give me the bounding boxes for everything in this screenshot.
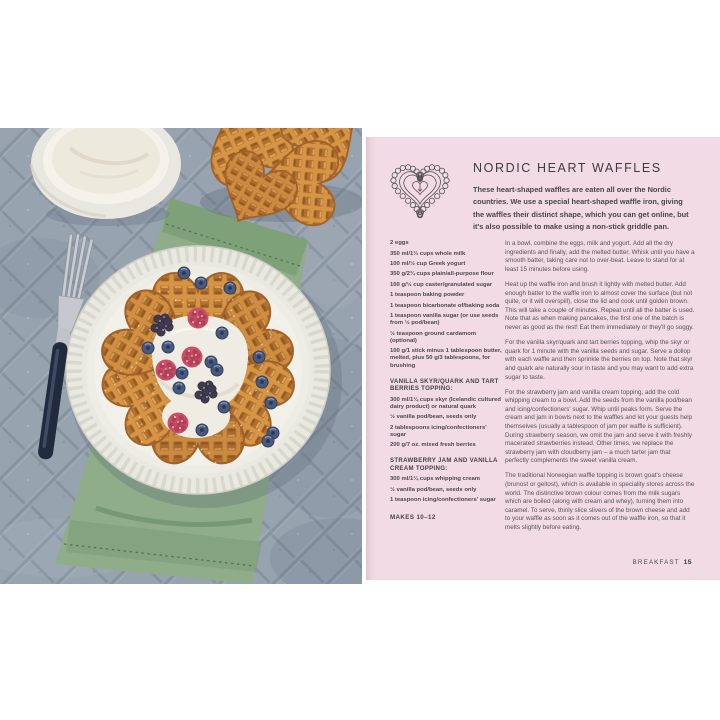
left-page-photo xyxy=(0,128,362,584)
recipe-header xyxy=(366,137,720,233)
ingredient-item: 100 g/½ cup caster/granulated sugar xyxy=(390,281,493,288)
ingredient-item: 2 eggs xyxy=(390,240,409,247)
ingredient-group xyxy=(390,457,502,504)
recipe-intro: These heart-shaped waffles are eaten all over the Nordic countries. We use a special heart-shaped waffle iron, giving the waffles their distinct shape, which you can get online, but it's also possible to make using a non-stick griddle pan. xyxy=(473,185,689,231)
food-photo xyxy=(0,128,362,584)
chapter-label: BREAKFAST xyxy=(632,559,680,566)
heart-waffle-illustration-icon xyxy=(386,153,454,233)
method-column xyxy=(505,240,695,539)
method-paragraph: For the strawberry jam and vanilla cream topping, add the cold whipping cream to a bowl. Add the seeds from the vanilla pod/bean and icing/confectioners' sugar. Whip until peaks form. Serve the cream and jam in bowls next to the waffles and let your guests help themselves (usually a tablespoon of jam per waffle is sufficient). During strawberry season, we omit the jam and serve it with freshly macerated strawberries instead. Other times, we replace the strawberry jam with cloudberry jam – a much tarter jam that perfectly complements the sweet vanilla cream. xyxy=(505,388,693,465)
ingredient-group xyxy=(390,378,502,450)
page-footer xyxy=(633,559,692,566)
ingredient-item: 300 ml/1¼ cups whipping cream xyxy=(390,476,481,483)
ingredient-item: 1 teaspoon vanilla sugar (or use seeds from ½ pod/bean) xyxy=(390,312,499,327)
ingredient-items xyxy=(390,476,502,504)
recipe-title: NORDIC HEART WAFFLES xyxy=(473,161,662,175)
yield-note: MAKES 10–12 xyxy=(390,514,436,522)
ingredient-item: 1 teaspoon bicarbonate of/baking soda xyxy=(390,302,500,309)
ingredient-item: ½ vanilla pod/bean, seeds only xyxy=(390,486,477,493)
raspberry xyxy=(182,347,203,368)
ingredient-item: 350 g/2¾ cups plain/all-purpose flour xyxy=(390,271,494,278)
right-page-recipe xyxy=(366,137,720,580)
ingredients-column xyxy=(390,240,502,539)
ingredient-group xyxy=(390,240,502,370)
raspberry xyxy=(188,308,209,329)
ingredient-group-heading: STRAWBERRY JAM AND VANILLA CREAM TOPPING: xyxy=(390,457,498,472)
ingredient-item: 100 g/1 stick minus 1 tablespoon butter, melted, plus 50 g/3 tablespoons, for brushing xyxy=(390,348,502,369)
ingredient-item: ½ teaspoon ground cardamom (optional) xyxy=(390,330,477,344)
ingredient-item: 350 ml/1⅓ cups whole milk xyxy=(390,250,466,257)
ingredient-item: 300 ml/1¼ cups skyr (Icelandic cultured dairy product) or natural quark xyxy=(390,396,501,410)
raspberry xyxy=(156,360,177,381)
method-paragraph: Heat up the waffle iron and brush it lightly with melted butter. Add enough batter to the waffle iron to almost cover the surface (but not quite, or it will overspill), close the lid and cook until golden brown. This will take a couple of minutes. Repeat until all the batter is used. Note that as when making pancakes, the first one of the batch is never as good as the rest! Eat them immediately or they'll go soggy. xyxy=(505,281,695,332)
ingredient-items xyxy=(390,397,502,450)
ingredients-list xyxy=(390,240,502,504)
ingredient-item: 1 teaspoon baking powder xyxy=(390,292,465,299)
ingredient-item: ½ vanilla pod/bean, seeds only xyxy=(390,414,477,421)
recipe-body xyxy=(366,240,720,539)
ingredient-item: 200 g/7 oz. mixed fresh berries xyxy=(390,442,476,449)
method-paragraph: In a bowl, combine the eggs, milk and yogurt. Add all the dry ingredients and finally, add the melted butter. Whisk until you have a smooth batter, taking care not to over-beat. Leave to stand for at least 15 minutes before using. xyxy=(505,240,695,273)
method-paragraph: For the vanilla skyr/quark and tart berries topping, whip the skyr or quark for 1 minute with the vanilla seeds and sugar. Serve a dollop with each waffle and then sprinkle the berries on top. Note that skyr and quark are naturally sour in taste and you may want to add extra sugar to taste. xyxy=(505,339,694,381)
ingredient-group-heading: VANILLA SKYR/QUARK AND TART BERRIES TOPPING: xyxy=(390,377,499,393)
ingredient-items xyxy=(390,240,502,370)
yogurt-bowl xyxy=(31,128,181,226)
method-paragraph: The traditional Norwegian waffle topping is brown goat's cheese (brunost or geitost), which is available in speciality stores across the world. The distinctive brown colour comes from the milk sugars which are boiled (along with cream and whey), turning them into caramel. To serve, thinly slice slivers of the brown cheese and add to your waffle as soon as it comes out of the waffle iron, so that it melts slightly before eating. xyxy=(505,472,695,531)
ingredient-item: 2 tablespoons icing/confectioners' sugar xyxy=(390,424,487,438)
raspberry xyxy=(168,413,189,434)
page-number: 15 xyxy=(683,559,692,566)
ingredient-item: 100 ml/½ cup Greek yogurt xyxy=(390,260,466,267)
ingredient-item: 1 teaspoon icing/confectioners' sugar xyxy=(390,496,496,503)
